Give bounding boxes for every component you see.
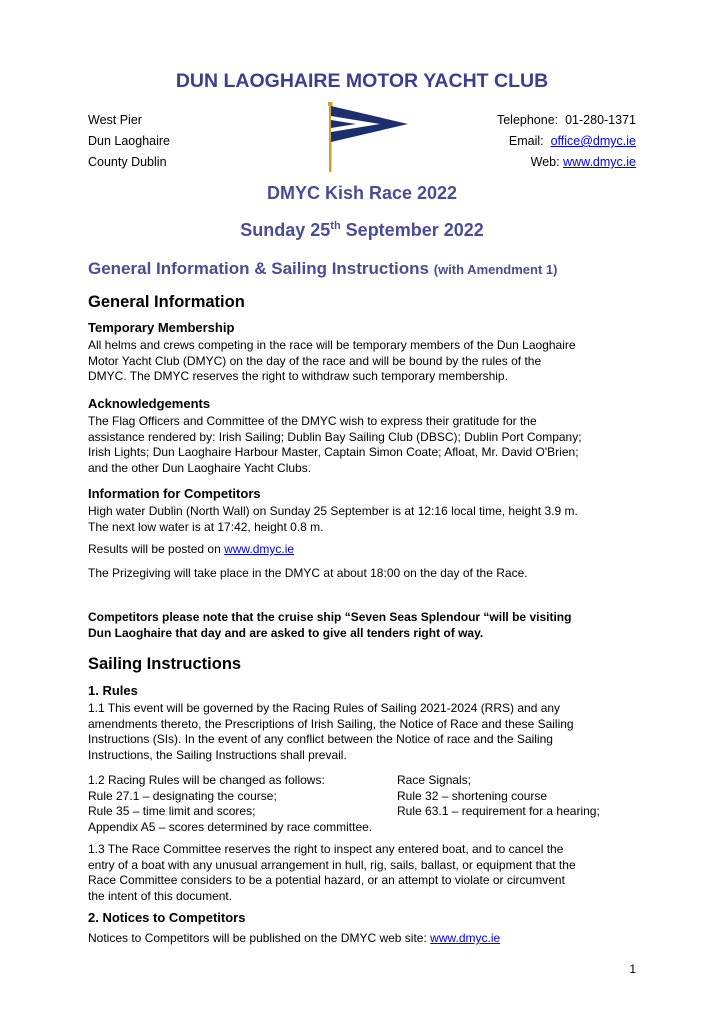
address-line: West Pier [88,113,142,127]
race-date-day: Sunday 25 [240,220,331,240]
text-line: Rule 32 – shortening course [397,788,548,803]
text-line: Appendix A5 – scores determined by race committee. [88,819,373,834]
text-line: Race Signals; [397,773,472,787]
notices-prefix: Notices to Competitors will be published on the DMYC web site: [88,931,431,945]
race-date [0,220,724,241]
document-title [88,259,557,279]
race-date-suffix: th [330,220,341,232]
text-line: All helms and crews competing in the race will be temporary members of the Dun Laoghaire [88,338,576,352]
web-link[interactable]: www.dmyc.ie [563,155,636,169]
club-title: DUN LAOGHAIRE MOTOR YACHT CLUB [175,70,549,92]
text-line: Instructions (SIs). In the event of any conflict between the Notice of race and the Sailing [88,732,553,747]
sailing-instructions-heading: Sailing Instructions [88,655,242,673]
temp-membership-heading: Temporary Membership [88,320,235,335]
web-line [497,152,636,173]
race-title: DMYC Kish Race 2022 [266,183,458,203]
text-line: Dun Laoghaire that day and are asked to give all tenders right of way. [88,625,484,640]
club-contact [497,110,636,173]
web-label: Web: [530,155,560,169]
text-line: entry of a boat with any unusual arrangement in hull, rig, sails, ballast, or equipment that the [88,857,576,872]
acknowledgements-text [88,414,643,476]
results-text [88,542,643,558]
rule-1-2-right [397,773,600,820]
notices-text [88,931,643,947]
text-line: Instructions, the Sailing Instructions shall prevail. [88,747,347,762]
address-line: Dun Laoghaire [88,134,171,148]
text-line: assistance rendered by: Irish Sailing; Dublin Bay Sailing Club (DBSC); Dublin Port Company; [88,429,582,444]
text-line: 1.2 Racing Rules will be changed as follows: [88,773,325,787]
telephone-number: 01-280-1371 [565,113,636,127]
text-line: amendments thereto, the Prescriptions of Irish Sailing, the Notice of Race and these Sailing [88,716,574,731]
club-address [88,110,170,173]
text-line: Rule 35 – time limit and scores; [88,804,256,819]
text-line: the intent of this document. [88,888,233,903]
document-title-main: General Information & Sailing Instructions [88,259,429,278]
amendment-note: (with Amendment 1) [433,262,558,277]
telephone-line [497,110,636,131]
prizegiving-text: The Prizegiving will take place in the DMYC at about 18:00 on the day of the Race. [88,566,528,580]
rule-1-2-left [88,773,372,835]
text-line: Motor Yacht Club (DMYC) on the day of the race and will be bound by the rules of the [88,353,542,368]
text-line: 1.3 The Race Committee reserves the right to inspect any entered boat, and to cancel the [88,842,564,856]
address-line: County Dublin [88,155,167,169]
race-date-month: September 2022 [340,220,484,240]
email-label: Email: [508,134,544,148]
text-line: DMYC. The DMYC reserves the right to withdraw such temporary membership. [88,369,508,384]
text-line: Competitors please note that the cruise ship “Seven Seas Splendour “will be visiting [88,610,572,624]
rules-heading: 1. Rules [88,683,138,698]
text-line: The next low water is at 17:42, height 0.8 m. [88,519,324,534]
rule-1-1-text [88,701,643,763]
email-link[interactable]: office@dmyc.ie [550,134,636,148]
email-line [497,131,636,152]
club-burgee-logo [318,100,410,172]
results-link[interactable]: www.dmyc.ie [224,542,295,556]
tide-info-text [88,504,643,535]
temp-membership-text [88,338,643,385]
page-number: 1 [629,962,636,976]
text-line: and the other Dun Laoghaire Yacht Clubs. [88,460,312,475]
notices-link[interactable]: www.dmyc.ie [430,931,501,945]
text-line: Rule 63.1 – requirement for a hearing; [397,804,600,819]
text-line: Rule 27.1 – designating the course; [88,788,277,803]
competitor-info-heading: Information for Competitors [88,486,261,501]
cruise-ship-notice [88,610,643,641]
telephone-label: Telephone: [496,113,559,127]
rule-1-3-text [88,842,643,904]
text-line: High water Dublin (North Wall) on Sunday 25 September is at 12:16 local time, height 3.9 m. [88,504,578,518]
text-line: Irish Lights; Dun Laoghaire Harbour Master, Captain Simon Coate; Afloat, Mr. David O'Brien; [88,445,579,460]
acknowledgements-heading: Acknowledgements [88,396,211,411]
text-line: 1.1 This event will be governed by the Racing Rules of Sailing 2021-2024 (RRS) and any [88,701,561,715]
text-line: The Flag Officers and Committee of the DMYC wish to express their gratitude for the [88,414,537,428]
text-line: Race Committee considers to be a potential hazard, or an attempt to violate or circumvent [88,873,565,888]
general-info-heading: General Information [88,293,245,311]
results-prefix: Results will be posted on [88,542,225,556]
notices-heading: 2. Notices to Competitors [88,910,246,925]
